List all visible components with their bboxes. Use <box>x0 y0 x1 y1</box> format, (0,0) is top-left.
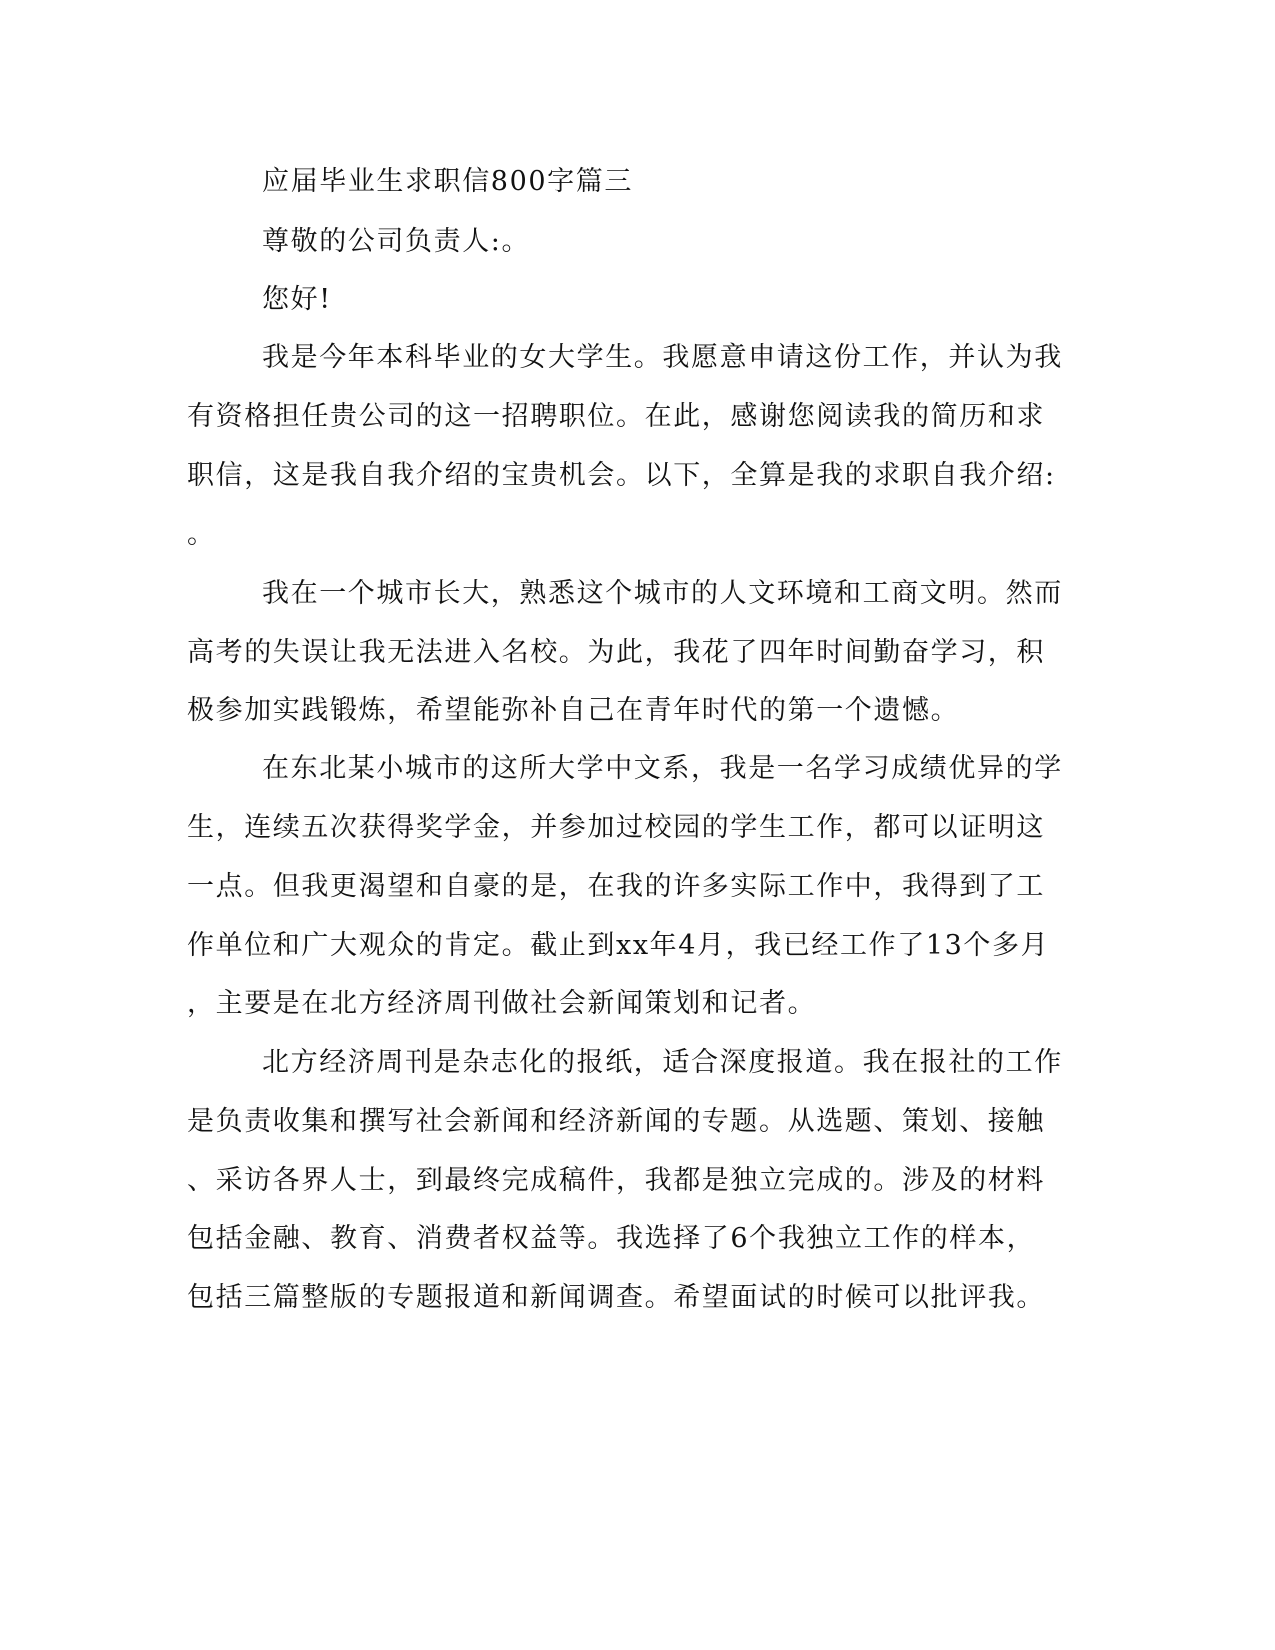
paragraph-line: 、采访各界人士，到最终完成稿件，我都是独立完成的。涉及的材料 <box>187 1165 1045 1196</box>
paragraph-line: 有资格担任贵公司的这一招聘职位。在此，感谢您阅读我的简历和求 <box>187 401 1045 432</box>
paragraph-line: 我在一个城市长大，熟悉这个城市的人文环境和工商文明。然而 <box>262 578 1063 609</box>
paragraph-line: 一点。但我更渴望和自豪的是，在我的许多实际工作中，我得到了工 <box>187 871 1045 902</box>
paragraph-line: 北方经济周刊是杂志化的报纸，适合深度报道。我在报社的工作 <box>262 1047 1063 1078</box>
paragraph-line: 职信，这是我自我介绍的宝贵机会。以下，全算是我的求职自我介绍: <box>187 460 1056 491</box>
paragraph-line: 极参加实践锻炼，希望能弥补自己在青年时代的第一个遗憾。 <box>187 695 960 726</box>
paragraph-line: 高考的失误让我无法进入名校。为此，我花了四年时间勤奋学习，积 <box>187 637 1045 668</box>
paragraph-line: 包括三篇整版的专题报道和新闻调查。希望面试的时候可以批评我。 <box>187 1282 1045 1313</box>
paragraph-line: 包括金融、教育、消费者权益等。我选择了6个我独立工作的样本， <box>187 1223 1036 1254</box>
paragraph-line: 是负责收集和撰写社会新闻和经济新闻的专题。从选题、策划、接触 <box>187 1106 1045 1137</box>
paragraph-line: 在东北某小城市的这所大学中文系，我是一名学习成绩优异的学 <box>262 753 1063 784</box>
greeting: 您好! <box>262 284 332 315</box>
paragraph-line: ，主要是在北方经济周刊做社会新闻策划和记者。 <box>187 988 817 1019</box>
salutation: 尊敬的公司负责人:。 <box>262 226 531 257</box>
paragraph-line: 我是今年本科毕业的女大学生。我愿意申请这份工作，并认为我 <box>262 342 1063 373</box>
document-title: 应届毕业生求职信800字篇三 <box>262 166 633 197</box>
paragraph-line: 生，连续五次获得奖学金，并参加过校园的学生工作，都可以证明这 <box>187 812 1045 843</box>
paragraph-line: 作单位和广大观众的肯定。截止到xx年4月，我已经工作了13个多月 <box>187 930 1050 961</box>
paragraph-line: 。 <box>187 519 216 550</box>
